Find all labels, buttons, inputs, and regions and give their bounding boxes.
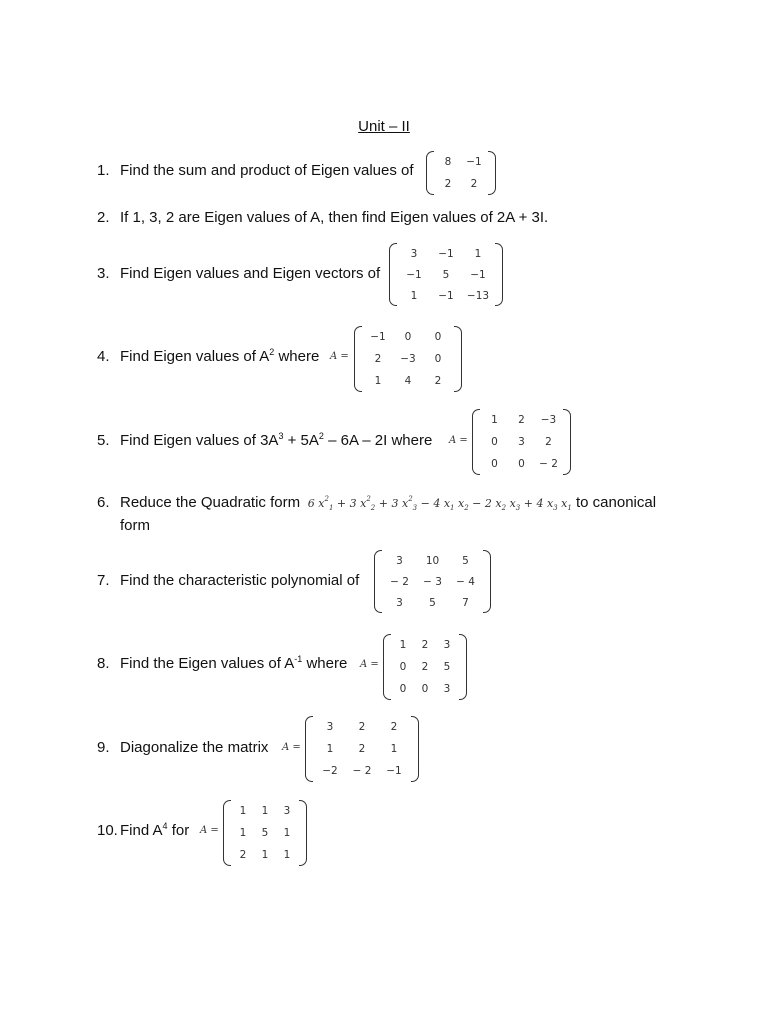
matrix-cell: −1 bbox=[470, 268, 486, 281]
matrix-cell: 1 bbox=[410, 289, 418, 302]
matrix-cell: 7 bbox=[462, 596, 469, 609]
matrix-cell: 1 bbox=[326, 743, 334, 755]
matrix-cell: 1 bbox=[239, 827, 247, 839]
matrix-cell: 2 bbox=[545, 436, 552, 448]
matrix bbox=[472, 409, 571, 475]
matrix-cell: 8 bbox=[444, 156, 452, 168]
matrix-cell: 0 bbox=[399, 683, 407, 695]
matrix-cell: 1 bbox=[239, 805, 247, 817]
matrix-cell: 2 bbox=[421, 639, 429, 651]
matrix-cell: 5 bbox=[261, 827, 269, 839]
matrix-cell: − 3 bbox=[423, 575, 442, 588]
matrix-cell: 3 bbox=[396, 554, 403, 567]
matrix-cell: 5 bbox=[442, 268, 450, 281]
matrix bbox=[305, 716, 419, 782]
matrix-cell: 3 bbox=[283, 805, 291, 817]
question-7: 7. Find the characteristic polynomial of bbox=[97, 572, 360, 589]
page-title: Unit – II bbox=[358, 118, 410, 135]
left-paren bbox=[472, 409, 480, 475]
right-paren bbox=[488, 151, 496, 195]
matrix-cell: 2 bbox=[518, 414, 525, 426]
matrix-cell: −1 bbox=[466, 156, 482, 168]
matrix-cell: 2 bbox=[358, 743, 366, 755]
quadratic-form-expression: 6 $x^2_1 + 3$ $x^2_2 + 3$ $x^2_3 - 4$ $x_1$ $x_2 - 2$ $x_2$ $x_3 + 4$ $x_3$ $x_1$ bbox=[304, 495, 572, 513]
matrix bbox=[426, 151, 496, 195]
matrix-cell: 3 bbox=[443, 639, 451, 651]
a-equals-label: A = bbox=[200, 825, 219, 836]
matrix-cell: 3 bbox=[410, 247, 418, 260]
matrix-cell: 0 bbox=[399, 661, 407, 673]
matrix-cell: 1 bbox=[390, 743, 398, 755]
right-paren bbox=[495, 243, 503, 306]
question-5: 5. Find Eigen values of $3A^3 + 5A^2 - 6A - 2I$ where bbox=[97, 431, 433, 449]
matrix-cell: 3 bbox=[326, 721, 334, 733]
question-6-continuation: form bbox=[120, 517, 150, 534]
matrix-cell: 5 bbox=[429, 596, 436, 609]
a-equals-label: A = bbox=[360, 659, 379, 670]
matrix-cell: 2 bbox=[421, 661, 429, 673]
matrix-cell: −1 bbox=[406, 268, 422, 281]
question-1: 1. Find the sum and product of Eigen values of bbox=[97, 162, 414, 179]
matrix bbox=[383, 634, 467, 700]
matrix-cell: 0 bbox=[404, 331, 412, 343]
matrix-cell: 2 bbox=[390, 721, 398, 733]
question-8: 8. Find the Eigen values of $A^{-1}$ where bbox=[97, 654, 348, 672]
left-paren bbox=[354, 326, 362, 392]
matrix-cell: 0 bbox=[421, 683, 429, 695]
matrix-cell: 1 bbox=[283, 849, 291, 861]
left-paren bbox=[374, 550, 382, 613]
matrix-cell: 0 bbox=[491, 436, 498, 448]
matrix-cell: 1 bbox=[491, 414, 498, 426]
matrix-cell: 0 bbox=[434, 331, 442, 343]
matrix-cell: − 2 bbox=[539, 458, 558, 470]
left-paren bbox=[383, 634, 391, 700]
matrix-cell: − 2 bbox=[352, 765, 372, 777]
matrix-cell: −1 bbox=[386, 765, 402, 777]
matrix-cell: −1 bbox=[438, 247, 454, 260]
question-9: 9. Diagonalize the matrix bbox=[97, 739, 269, 756]
matrix-cell: 3 bbox=[396, 596, 403, 609]
question-6: 6. Reduce the Quadratic form 6 $x^2_1 + 3$ $x^2_2 + 3$ $x^2_3 - 4$ $x_1$ $x_2 - 2$ $x_2$ $x_3 + 4$ $x_3$ $x_1$ to canonical bbox=[97, 494, 657, 513]
matrix-cell: 2 bbox=[444, 178, 452, 190]
matrix-cell: −3 bbox=[540, 414, 557, 426]
a-equals-label: A = bbox=[449, 435, 468, 446]
matrix-cell: 2 bbox=[434, 375, 442, 387]
matrix-cell: 3 bbox=[518, 436, 525, 448]
question-3: 3. Find Eigen values and Eigen vectors of bbox=[97, 265, 381, 282]
right-paren bbox=[454, 326, 462, 392]
right-paren bbox=[459, 634, 467, 700]
matrix-cell: −1 bbox=[438, 289, 454, 302]
matrix-cell: 1 bbox=[283, 827, 291, 839]
question-10: 10. Find $A^4$ for bbox=[97, 821, 190, 839]
left-paren bbox=[389, 243, 397, 306]
matrix-cell: − 2 bbox=[390, 575, 409, 588]
matrix bbox=[223, 800, 307, 866]
matrix-cell: 0 bbox=[518, 458, 525, 470]
matrix-cell: 1 bbox=[261, 805, 269, 817]
matrix-cell: 2 bbox=[358, 721, 366, 733]
matrix-cell: 2 bbox=[470, 178, 478, 190]
left-paren bbox=[305, 716, 313, 782]
matrix bbox=[389, 243, 503, 306]
question-2: 2. If 1, 3, 2 are Eigen values of A, then find Eigen values of 2A + 3I. bbox=[97, 209, 549, 226]
matrix-cell: 1 bbox=[261, 849, 269, 861]
left-paren bbox=[223, 800, 231, 866]
right-paren bbox=[563, 409, 571, 475]
question-4: 4. Find Eigen values of $A^2$ where bbox=[97, 347, 320, 365]
matrix-cell: −3 bbox=[400, 353, 416, 365]
matrix-cell: 1 bbox=[399, 639, 407, 651]
matrix-cell: 2 bbox=[374, 353, 382, 365]
matrix-cell: − 4 bbox=[456, 575, 475, 588]
matrix-cell: 5 bbox=[462, 554, 469, 567]
matrix bbox=[354, 326, 462, 392]
right-paren bbox=[411, 716, 419, 782]
matrix-cell: −13 bbox=[466, 289, 490, 302]
matrix bbox=[374, 550, 491, 613]
matrix-cell: 1 bbox=[374, 375, 382, 387]
left-paren bbox=[426, 151, 434, 195]
matrix-cell: 3 bbox=[443, 683, 451, 695]
matrix-cell: 10 bbox=[425, 554, 440, 567]
matrix-cell: −1 bbox=[370, 331, 386, 343]
matrix-cell: 4 bbox=[404, 375, 412, 387]
matrix-cell: 5 bbox=[443, 661, 451, 673]
matrix-cell: 1 bbox=[474, 247, 482, 260]
right-paren bbox=[299, 800, 307, 866]
right-paren bbox=[483, 550, 491, 613]
matrix-cell: 2 bbox=[239, 849, 247, 861]
a-equals-label: A = bbox=[282, 742, 301, 753]
matrix-cell: 0 bbox=[491, 458, 498, 470]
a-equals-label: A = bbox=[330, 351, 349, 362]
matrix-cell: −2 bbox=[322, 765, 338, 777]
matrix-cell: 0 bbox=[434, 353, 442, 365]
